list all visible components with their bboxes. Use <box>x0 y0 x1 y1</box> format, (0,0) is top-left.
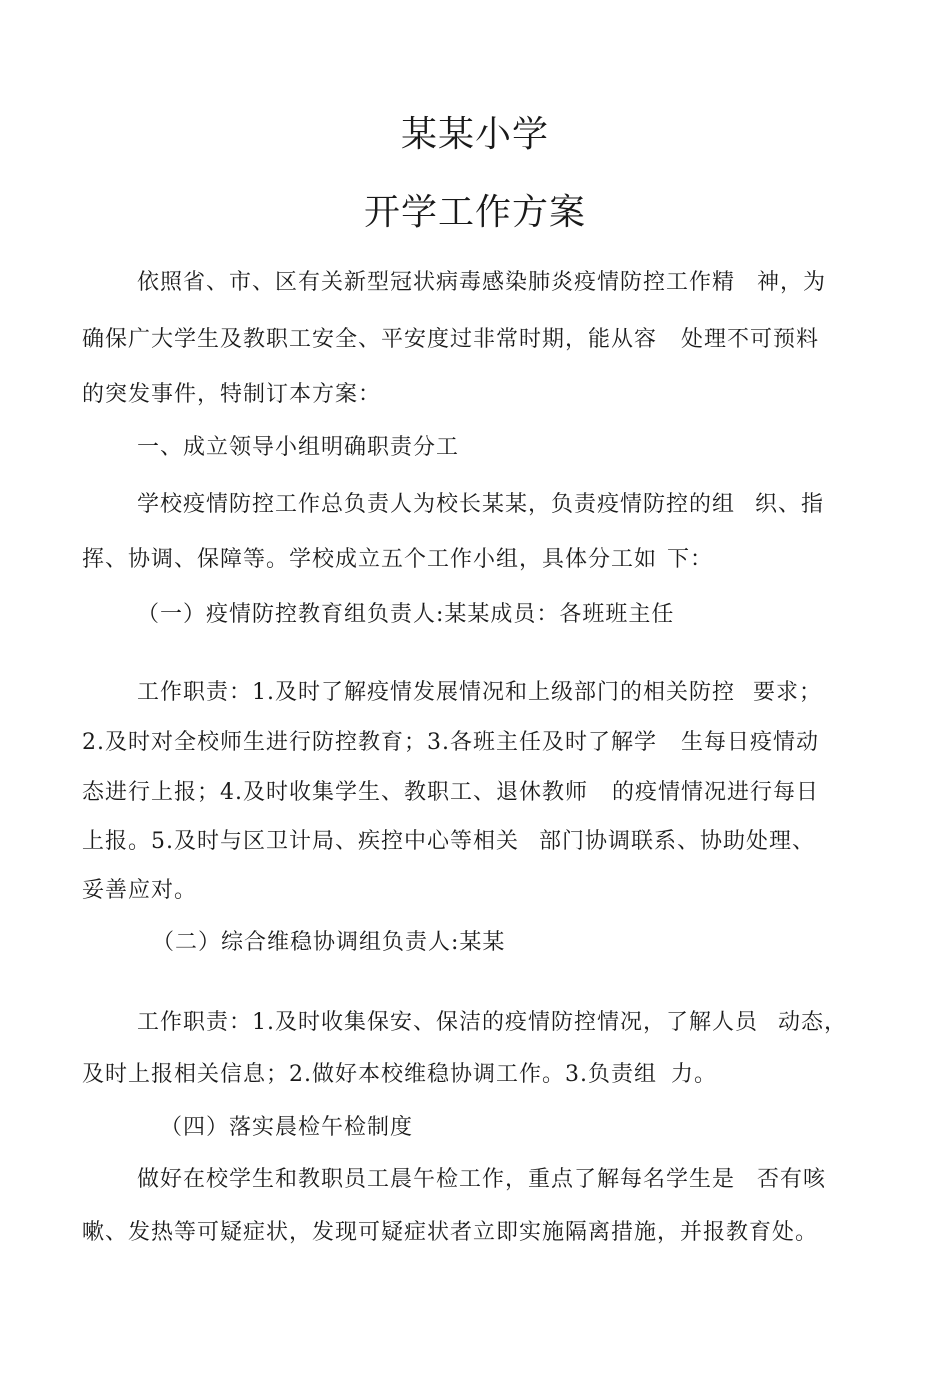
line-text: 动态， <box>778 1010 848 1035</box>
paragraph-line <box>137 490 824 520</box>
paragraph-line <box>82 778 819 808</box>
paragraph-line <box>137 678 822 708</box>
line-text: 做好在校学生和教职员工晨午检工作，重点了解每名学生是 <box>137 1167 736 1192</box>
line-text: 的疫情情况进行每日 <box>612 780 820 805</box>
line-text: 工作职责：1.及时收集保安、保洁的疫情防控情况，了解人员 <box>137 1010 758 1035</box>
subsection-heading <box>160 1113 413 1143</box>
line-text: 及时上报相关信息；2.做好本校维稳协调工作。3.负责组 <box>82 1062 657 1087</box>
line-text: 嗽、发热等可疑症状，发现可疑症状者立即实施隔离措施，并报教育处。 <box>82 1220 819 1245</box>
line-text: （一）疫情防控教育组负责人:某某成员：各班班主任 <box>137 602 675 627</box>
line-text: 工作职责：1.及时了解疫情发展情况和上级部门的相关防控 <box>137 680 735 705</box>
line-text: 否有咳 <box>757 1167 827 1192</box>
line-text: 力。 <box>670 1062 717 1087</box>
paragraph-line <box>137 268 826 298</box>
paragraph-line <box>137 1165 826 1195</box>
line-text: 上报。5.及时与区卫计局、疾控中心等相关 <box>82 829 519 854</box>
section-heading <box>137 433 459 463</box>
subsection-heading <box>152 928 505 958</box>
line-text: 依照省、市、区有关新型冠状病毒感染肺炎疫情防控工作精 <box>137 270 736 295</box>
line-text: 态进行上报；4.及时收集学生、教职工、退休教师 <box>82 780 588 805</box>
line-text: 要求； <box>753 680 823 705</box>
paragraph-line <box>82 728 819 758</box>
paragraph-line <box>82 1060 717 1090</box>
line-text: （二）综合维稳协调组负责人:某某 <box>152 930 506 955</box>
line-text: 下： <box>667 547 714 572</box>
line-text: （四）落实晨检午检制度 <box>160 1115 414 1140</box>
document-title-plan: 开学工作方案 <box>363 192 586 233</box>
paragraph-line <box>82 827 815 857</box>
document-title-school: 某某小学 <box>400 114 549 155</box>
line-text: 部门协调联系、协助处理、 <box>539 829 816 854</box>
paragraph-line <box>137 1008 847 1038</box>
paragraph-line <box>82 325 819 355</box>
subsection-heading <box>137 600 674 630</box>
line-text: 学校疫情防控工作总负责人为校长某某，负责疫情防控的组 <box>137 492 736 517</box>
paragraph-line <box>82 876 197 906</box>
line-text: 生每日疫情动 <box>680 730 819 755</box>
line-text: 妥善应对。 <box>82 878 198 903</box>
line-text: 2.及时对全校师生进行防控教育；3.各班主任及时了解学 <box>82 730 657 755</box>
paragraph-line <box>82 545 713 575</box>
line-text: 织、指 <box>755 492 825 517</box>
paragraph-line <box>82 380 381 410</box>
paragraph-line <box>82 1218 818 1248</box>
line-text: 挥、协调、保障等。学校成立五个工作小组，具体分工如 <box>82 547 658 572</box>
line-text: 的突发事件，特制订本方案： <box>82 382 382 407</box>
line-text: 神，为 <box>757 270 827 295</box>
line-text: 一、成立领导小组明确职责分工 <box>137 435 460 460</box>
line-text: 确保广大学生及教职工安全、平安度过非常时期，能从容 <box>82 327 658 352</box>
line-text: 处理不可预料 <box>681 327 820 352</box>
